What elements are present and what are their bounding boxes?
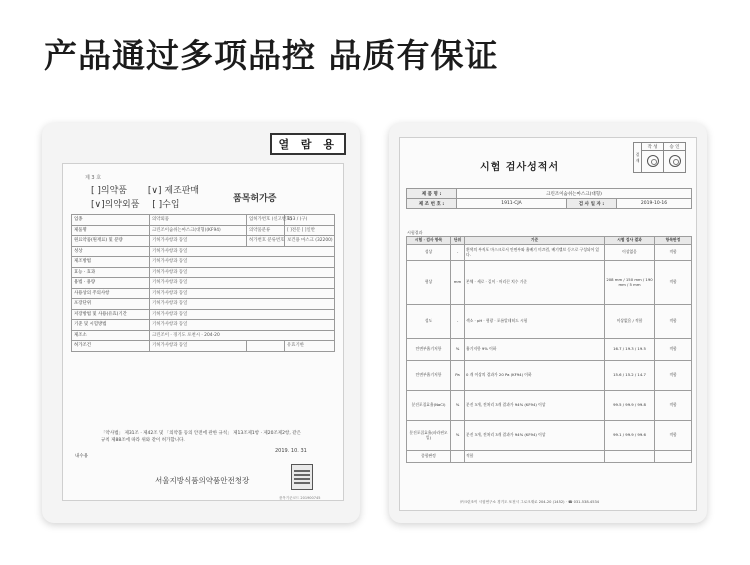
results-row	[407, 421, 692, 451]
official-seal-icon	[291, 464, 313, 490]
license-row-label: 저장방법 및 사용(유효)기간	[72, 309, 150, 320]
results-row	[407, 305, 692, 339]
license-row	[72, 320, 335, 331]
license-certificate-paper	[62, 163, 344, 501]
test-report-card	[389, 123, 707, 523]
lot-value: 1911-CJA	[457, 199, 567, 209]
license-row	[72, 341, 335, 352]
results-cell-unit: %	[451, 339, 465, 361]
results-cell-verdict: 적합	[655, 305, 692, 339]
license-row	[72, 267, 335, 278]
report-title: 시험 검사성적서	[480, 162, 560, 173]
results-cell-unit: Pa	[451, 361, 465, 391]
approver-seal-icon	[669, 155, 681, 167]
report-header-table	[406, 188, 692, 209]
license-row-label: 제조방법	[72, 257, 150, 268]
check-quasi-drug: [∨]의약외품	[91, 200, 140, 210]
results-table	[406, 236, 692, 463]
license-row-value: 기허가사항과 동일	[150, 278, 335, 289]
results-cell-result: 99.1 / 99.9 / 99.6	[605, 421, 655, 451]
license-row-label: 용법 · 용량	[72, 278, 150, 289]
license-row-extra-label: 허가번호 분류번호	[247, 236, 285, 247]
approval-box	[633, 142, 686, 173]
results-cell-verdict: 적합	[655, 391, 692, 421]
license-row-label: 기준 및 시험방법	[72, 320, 150, 331]
license-row-value: 기허가사항과 동일	[150, 246, 335, 257]
license-table	[71, 214, 335, 352]
results-cell-verdict: 적합	[655, 361, 692, 391]
results-row	[407, 451, 692, 463]
results-column-header: 항목판정	[655, 237, 692, 245]
license-row-extra-value: 353 / (구)	[285, 215, 335, 226]
results-column-header: 시험 검사 결과	[605, 237, 655, 245]
results-cell-unit: -	[451, 305, 465, 339]
product-value: 크린조이숨쉬는마스크(대형)	[457, 189, 692, 199]
license-row-value: 기허가사항과 동일	[150, 341, 247, 352]
results-cell-item: 형상	[407, 261, 451, 305]
license-row-label: 사용상의 주의사항	[72, 288, 150, 299]
results-cell-item: 종합판정	[407, 451, 451, 463]
license-row-value: 기허가사항과 동일	[150, 320, 335, 331]
results-row	[407, 361, 692, 391]
approval-side-label: 결재	[634, 143, 642, 173]
results-cell-item: 성상	[407, 245, 451, 261]
license-row-label: 업종	[72, 215, 150, 226]
test-report-paper	[399, 137, 697, 511]
results-cell-verdict	[655, 451, 692, 463]
license-row-label: 성상	[72, 246, 150, 257]
results-cell-result: 이상없음	[605, 245, 655, 261]
results-cell-unit: mm	[451, 261, 465, 305]
results-cell-spec: 0 개 이상의 결과가 20 Pa (KF94) 이하	[465, 361, 605, 391]
license-row-extra-value: 보건용 마스크 (32200)	[285, 236, 335, 247]
results-cell-unit: %	[451, 391, 465, 421]
license-row-value: 기허가사항과 동일	[150, 257, 335, 268]
license-row-value: 크린조이 · 경기도 포천시 · 204-20	[150, 330, 335, 341]
license-row-label: 포장단위	[72, 299, 150, 310]
legal-notice: 「약사법」 제31조 · 제42조 및 「의약품 등의 안전에 관한 규칙」 제13조제1항 · 제20조제2항, 같은 규칙 제88조에 따라 위와 같이 허가합니다.	[101, 431, 301, 443]
license-certificate-card	[42, 123, 360, 523]
results-cell-item: 안면부흡기저항	[407, 339, 451, 361]
results-cell-item: 성도	[407, 305, 451, 339]
check-manufacture-sale: [∨] 제조판매	[147, 186, 200, 196]
result-caption: 시험결과	[407, 230, 423, 235]
license-row	[72, 278, 335, 289]
license-row-value: 기허가사항과 동일	[150, 236, 247, 247]
results-cell-result: 15.6 / 15.2 / 14.7	[605, 361, 655, 391]
license-row	[72, 299, 335, 310]
license-row	[72, 309, 335, 320]
results-cell-spec: 흡기저항 9% 이하	[465, 339, 605, 361]
results-cell-item: 안면부흡기저항	[407, 361, 451, 391]
license-row-label: 원료약품(원재료) 및 분량	[72, 236, 150, 247]
license-row-value: 기허가사항과 동일	[150, 299, 335, 310]
results-cell-result: 16.7 / 19.3 / 19.5	[605, 339, 655, 361]
results-cell-unit: %	[451, 421, 465, 451]
certificate-title: 품목허가증	[233, 194, 277, 204]
results-cell-unit	[451, 451, 465, 463]
results-row	[407, 261, 692, 305]
results-cell-item: 분진포집효율(파라핀오일)	[407, 421, 451, 451]
results-cell-verdict: 적합	[655, 245, 692, 261]
test-date-label: 검 사 일 자 :	[567, 199, 617, 209]
results-cell-verdict: 적합	[655, 339, 692, 361]
results-column-header: 시험 · 검사 항목	[407, 237, 451, 245]
results-column-header: 단위	[451, 237, 465, 245]
check-import: [ ]수입	[152, 200, 180, 210]
approval-written: 작 성	[642, 143, 664, 151]
writer-seal-icon	[647, 155, 659, 167]
license-row	[72, 257, 335, 268]
license-row-extra-label	[247, 341, 285, 352]
results-row	[407, 339, 692, 361]
license-row-value: 크린조이숨쉬는마스크(대형)(KF94)	[150, 225, 247, 236]
product-label: 제 품 명 :	[407, 189, 457, 199]
check-medicine: [ ]의약품	[91, 186, 127, 196]
license-row-value: 의약외품	[150, 215, 247, 226]
report-footer: ㈜크린조이 시험연구소 경기도 포천시 그로크재로 204-20 (1452) · ☎ 031-538-4534	[460, 500, 600, 504]
results-cell-result	[605, 451, 655, 463]
issue-date: 2019. 10. 31	[275, 448, 307, 454]
license-row-value: 기허가사항과 동일	[150, 309, 335, 320]
license-row-extra-value: 유효기한	[285, 341, 335, 352]
license-row-label: 제품명	[72, 225, 150, 236]
license-row	[72, 246, 335, 257]
headline: 产品通过多项品控 品质有保证	[44, 36, 499, 75]
results-cell-item: 분진포집효율(NaCl)	[407, 391, 451, 421]
results-cell-result: 이상없음 / 적합	[605, 305, 655, 339]
results-cell-spec: 본체 · 세로 · 길이 · 머리끈 치수 기준	[465, 261, 605, 305]
approval-approved: 승 인	[664, 143, 686, 151]
results-cell-spec: 분진 3개, 전처리 3개 결과가 94% (KF94) 이상	[465, 421, 605, 451]
license-row-label: 허가조건	[72, 341, 150, 352]
test-date-value: 2019-10-16	[617, 199, 692, 209]
license-row-extra-value: [ ]전문 [ ]일반	[285, 225, 335, 236]
results-row	[407, 391, 692, 421]
results-header-row	[407, 237, 692, 245]
license-row-label: 효능 · 효과	[72, 267, 150, 278]
form-number: 제 3 호	[85, 175, 102, 181]
domestic-use-label: 내수용	[75, 454, 89, 459]
results-cell-spec: 적합	[465, 451, 605, 463]
license-row	[72, 288, 335, 299]
license-row-label: 제조소	[72, 330, 150, 341]
results-column-header: 기준	[465, 237, 605, 245]
license-row-value: 기허가사항과 동일	[150, 267, 335, 278]
footer-code: 품목기준코드 201900745	[279, 496, 321, 500]
results-cell-result: 99.5 / 99.9 / 99.8	[605, 391, 655, 421]
category-checkboxes	[91, 184, 199, 212]
results-cell-result: 208 mm / 150 mm / 190 mm / 5 mm	[605, 261, 655, 305]
results-row	[407, 245, 692, 261]
license-row	[72, 330, 335, 341]
license-row	[72, 225, 335, 236]
license-row-value: 기허가사항과 동일	[150, 288, 335, 299]
results-cell-spec: 흰색의 부직포 마스크로서 안면부와 흡배기 미끄럼, 배기밸브 등으로 구성되어 있다.	[465, 245, 605, 261]
results-cell-verdict: 적합	[655, 261, 692, 305]
issuing-agency: 서울지방식품의약품안전청장	[155, 476, 250, 485]
license-row	[72, 215, 335, 226]
license-row	[72, 236, 335, 247]
license-row-extra-label: 업허가번호 (신고번호)	[247, 215, 285, 226]
license-row-extra-label: 의약품분류	[247, 225, 285, 236]
results-cell-spec: 색소 · pH · 형광 · 포름알데히드 시험	[465, 305, 605, 339]
viewing-copy-stamp: 열 람 용	[270, 133, 346, 155]
results-cell-spec: 분진 3개, 전처리 3개 결과가 94% (KF94) 이상	[465, 391, 605, 421]
results-cell-unit: -	[451, 245, 465, 261]
lot-label: 제 조 번 호 :	[407, 199, 457, 209]
results-cell-verdict: 적합	[655, 421, 692, 451]
